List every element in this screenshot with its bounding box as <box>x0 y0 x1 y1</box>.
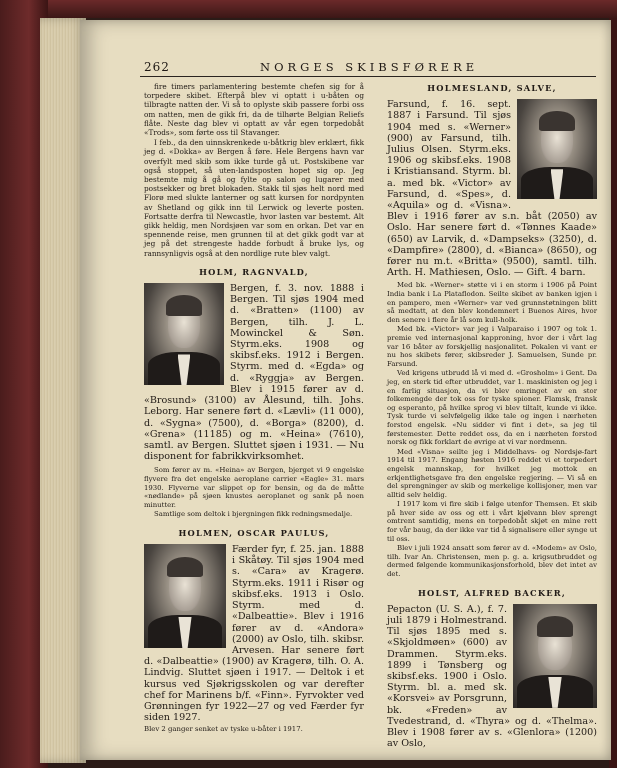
intro-paragraph: fire timers parlamentering bestemte chefen sig for å torpedere skibet. Efterpå blev vi optatt i u-båten og tilbragte natten der. Vi så to oplyste skib passere forbi oss om natten, men de gikk fri, da de tilhørte Belgian Reliefs flåte. Neste dag blev vi optatt av vår egen torpedobåt «Trods», som førte oss til Stavanger. <box>144 82 364 138</box>
portrait-photo <box>517 99 597 199</box>
portrait-photo <box>513 604 597 708</box>
entry-note: Samtlige som deltok i bjergningen fikk redningsmedalje. <box>154 510 353 519</box>
entry-body <box>387 604 597 750</box>
entry-name: HOLMESLAND, SALVE, <box>427 83 557 93</box>
entry-notes <box>387 281 597 578</box>
portrait-photo <box>144 283 224 385</box>
entry-text: Færder fyr, f. 25. jan. 1888 i Skåtøy. Til sjøs 1904 med s. «Cara» av Kragerø. Styrm.eks. 1911 i Risør og skibsf.eks. 1913 i Oslo. Styrm. med d. «Dalbeattie». Blev i 1916 fører av d. «Andora» (2000) av Oslo, tilh. skibsr. Arvesen. Har senere ført d. «Dalbeattie» (1900) av Kragerø, tilh. O. A. Lindvig. Sluttet sjøen i 1917. — Deltok i et kursus ved Sjøkrigsskolen og var derefter chef for Marinens b/f. «Finn». Fyrvokter ved Grønningen fyr 1922—27 og ved Færder fyr siden 1927. <box>144 544 364 724</box>
entry-note: Med bk. «Victor» var jeg i Valparaiso i 1907 og tok 1. premie ved internasjonal kapproning, hvor der i vårt lag var 16 båter av forskjellig nasjonalitet. Pokalen vi vant er nu hos skibets fører, skibsreder J. Samuelsen, Sunde pr. Farsund. <box>387 325 597 368</box>
entry-note: Ved krigens utbrudd lå vi med d. «Grosholm» i Gent. Da jeg, en sterk tid efter utbruddet, var 1. maskinisten og jeg i en farlig situasjon, da vi blev omringet av en stor folkemengde der tok oss for tyske spioner. Flamsk, fransk og esperanto, på hvilke sprog vi blev tiltalt, kunde vi ikke. Tysk turde vi selvfølgelig ikke tale og ingen i nærheten forstod engelsk. «Nu sidder vi fint i det», sa jeg til førstemester. Dette reddet oss, da en i nærheten forstod norsk og fikk forklart de øvrige at vi var nordmenn. <box>387 369 597 447</box>
entry-body <box>144 283 364 462</box>
header-rule <box>140 76 596 77</box>
entry-note: Med «Visna» seilte jeg i Middelhavs- og Nordsjø-fart 1914 til 1917. Engang høsten 1916 reddet vi et torpedert engelsk mannskap, for hvilket jeg mottok en erkjentlighetsgave fra den engelske regjering. — Vi så en del sprengninger av skib og merkelige kollisjoner, men var alltid selv heldig. <box>387 447 597 499</box>
page-number: 262 <box>144 60 170 74</box>
entry-name: HOLST, ALFRED BACKER, <box>418 587 566 598</box>
portrait-photo <box>144 544 226 648</box>
entry-body <box>387 99 597 278</box>
entry-text: Bergen, f. 3. nov. 1888 i Bergen. Til sjøs 1904 med d. «Bratten» (1100) av Bergen, tilh. J. L. Mowinckel & Søn. Styrm.eks. 1908 og skibsf.eks. 1912 i Bergen. Styrm. med d. «Egda» og d. «Ryggja» av Bergen. Blev i 1915 fører av d. «Brosund» (3100) av Ålesund, tilh. Johs. Leborg. Har senere ført d. «Lævli» (11 000), d. «Sygna» (7500), d. «Borga» (8200), d. «Grena» (11185) og m. «Heina» (7610), samtl. av Bergen. Sluttet sjøen i 1931. — Nu disponent for fabrikkvirksomhet. <box>144 283 364 463</box>
entry-text: Pepacton (U. S. A.), f. 7. juli 1879 i Holmestrand. Til sjøs 1895 med s. «Skjoldmøen» (600) av Drammen. Styrm.eks. 1899 i Tønsberg og skibsf.eks. 1900 i Oslo. Styrm. bl. a. med sk. «Korsvei» av Porsgrunn, bk. «Freden» av Tvedestrand, d. «Thyra» og d. «Thelma». Blev i 1908 fører av s. «Glenlora» (1200) av Oslo, <box>387 603 597 750</box>
running-header: NORGES SKIBSFØRERE <box>260 60 479 74</box>
right-column <box>387 82 597 749</box>
entry-note: Med bk. «Werner» støtte vi i en storm i 1906 på Point India bank i La Plataflodon. Seilte skibet av banken igjen i en pampero, men «Werner» var ved grunnstøtningen blitt så medtatt, at den blev kondemnert i Buenos Aires, hvor den senere i flere år lå som kull-holk. <box>387 281 597 324</box>
intro-paragraph: I feb., da den uinnskrenkede u-båtkrig blev erklært, fikk jeg d. «Dokka» av Bergen å føre. Hele Bergens havn var overfylt med skib som ikke turde gå ut. Postskibene var også stoppet, så uten-landsposten hopet sig op. Jeg bestemte mig å gå og fylte op salon og lugarer med postsekker og bret blokaden. Stakk til sjøs helt nord med Florø med slukte lanterner og satt kursen for nordpynten av Shetland og gikk inn til Lerwick og leverte posten. Fortsatte derfra til Newcastle, hvor lasten var bestemt. Alt gikk heldig, men Nordsjøen var som en orkan. Det var en spennende reise, men grunnen til at det gikk godt var at jeg på det strengeste hadde forbudt å bruke lys, og rannsynligvis også at den nordlige rute blev valgt. <box>144 138 364 258</box>
entry-notes <box>144 466 364 519</box>
book-binding-top <box>0 0 617 18</box>
entry-note: Blev 2 ganger senket av tyske u-båter i 1917. <box>144 725 303 734</box>
entry-note: Blev i juli 1924 ansatt som fører av d. «Modem» av Oslo, tilh. Ivar An. Christensen, men p. g. a. krigsutbruddet og dermed følgende kommunikasjonsforhold, blev det intet av det. <box>387 544 597 579</box>
entry-body <box>144 544 364 723</box>
entry-text: Farsund, f. 16. sept. 1887 i Farsund. Til sjøs 1904 med s. «Werner» (900) av Farsund, tilh. Julius Olsen. Styrm.eks. 1906 og skibsf.eks. 1908 i Kristiansand. Styrm. bl. a. med bk. «Victor» av Farsund, d. «Spes», d. «Aquila» og d. «Visna». Blev i 1916 fører av s.n. båt (2050) av Oslo. Har senere ført d. «Tønnes Kaade» (650) av Larvik, d. «Dampseks» (3250), d. «Dampfire» (2800), d. «Bianca» (8650), og fører nu m.t. «Britta» (9500), samtl. tilh. Arth. H. Mathiesen, Oslo. — Gift. 4 barn. <box>387 99 597 279</box>
left-column <box>144 82 364 734</box>
entry-name: HOLM, RAGNVALD, <box>199 266 309 277</box>
entry-name: HOLMEN, OSCAR PAULUS, <box>178 527 330 538</box>
entry-note: I 1917 kom vi fire skib i følge utenfor Themsen. Et skib på hver side av oss og ett i vårt kjølvann blev sprengt omtrent samtidig, mens en torpedobåt skjøt en mine rett for vår baug, da der ikke var tid å signalisere eller synge ut til oss. <box>387 500 597 543</box>
book-page <box>80 20 611 760</box>
entry-note: Som fører av m. «Heina» av Bergen, bjerget vi 9 engelske flyvere fra det engelske aeroplane carrier «Eagle» 31. mars 1930. Flyverne var slippet op for bensin, og da de måtte «nødlande» på sjøen knustes aeroplanet og sank på noen minutter. <box>144 466 364 509</box>
